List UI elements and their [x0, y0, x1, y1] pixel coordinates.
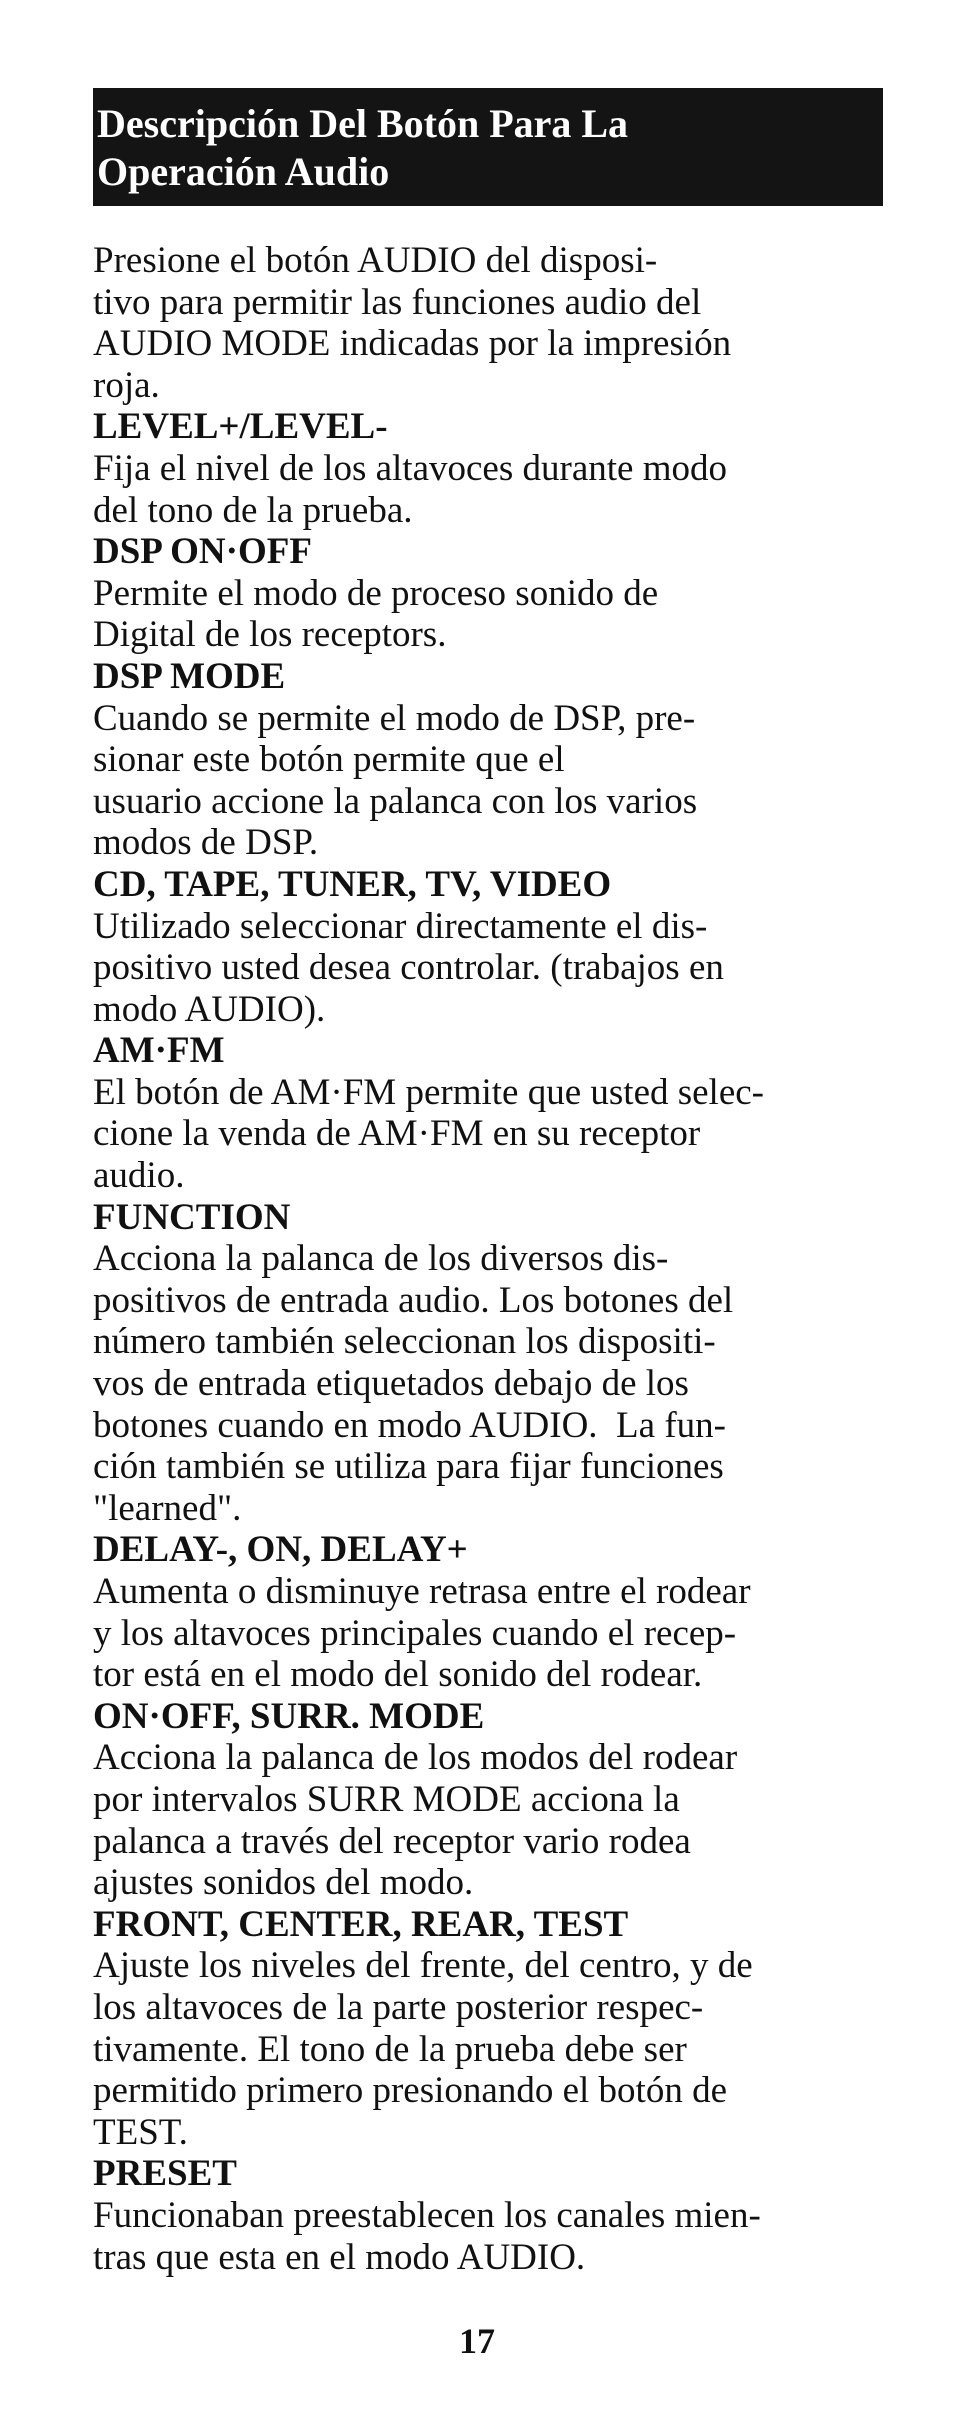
document-page	[93, 88, 883, 2278]
description-line: TEST.	[93, 2111, 188, 2153]
description-line: Aumenta o disminuye retrasa entre el rodear	[93, 1571, 751, 1612]
description-line: Cuando se permite el modo de DSP, pre-	[93, 697, 696, 739]
description-line: ción también se utiliza para fijar funciones	[93, 1446, 724, 1488]
button-name-heading: DSP MODE	[93, 655, 286, 697]
description-line: positivos de entrada audio. Los botones del	[93, 1279, 734, 1321]
description-line: Utilizado seleccionar directamente el dis-	[93, 905, 708, 947]
description-line: permitido primero presionando el botón de	[93, 2070, 727, 2112]
description-line: número también seleccionan los dispositi-	[93, 1321, 716, 1363]
description-block	[93, 1529, 883, 1695]
description-line: Ajuste los niveles del frente, del centro, y de	[93, 1945, 753, 1987]
description-line: vos de entrada etiquetados debajo de los	[93, 1363, 689, 1405]
button-name-heading: ON·OFF, SURR. MODE	[93, 1695, 485, 1737]
description-line: tras que esta en el modo AUDIO.	[93, 2236, 586, 2278]
description-line: y los altavoces principales cuando el recep-	[93, 1612, 737, 1654]
description-block	[93, 864, 883, 1030]
description-line: positivo usted desea controlar. (trabajos en	[93, 947, 724, 989]
description-block	[93, 1696, 883, 1904]
section-title-line-2: Operación Audio	[97, 149, 390, 194]
button-name-heading: LEVEL+/LEVEL-	[93, 406, 388, 448]
description-block	[93, 1030, 883, 1196]
description-line: modo AUDIO).	[93, 988, 326, 1030]
description-line: modos de DSP.	[93, 822, 319, 864]
description-line: Digital de los receptors.	[93, 614, 447, 656]
description-line: cione la venda de AM·FM en su receptor	[93, 1113, 701, 1155]
button-name-heading: FRONT, CENTER, REAR, TEST	[93, 1903, 629, 1945]
intro-line: Presione el botón AUDIO del disposi-	[93, 240, 658, 281]
intro-paragraph	[93, 240, 883, 406]
button-name-heading: DSP ON·OFF	[93, 531, 312, 573]
description-line: Permite el modo de proceso sonido de	[93, 572, 659, 614]
description-block	[93, 2153, 883, 2278]
intro-line: roja.	[93, 364, 160, 406]
button-name-heading: FUNCTION	[93, 1196, 291, 1238]
description-line: El botón de AM·FM permite que usted selec-	[93, 1071, 765, 1113]
description-line: tor está en el modo del sonido del rodear.	[93, 1654, 703, 1696]
button-descriptions	[93, 406, 883, 2278]
description-block	[93, 406, 883, 531]
button-name-heading: AM·FM	[93, 1030, 225, 1072]
description-line: "learned".	[93, 1487, 242, 1529]
button-name-heading: PRESET	[93, 2153, 237, 2195]
description-line: los altavoces de la parte posterior respec-	[93, 1986, 704, 2028]
description-line: audio.	[93, 1155, 185, 1197]
button-name-heading: CD, TAPE, TUNER, TV, VIDEO	[93, 863, 612, 905]
description-block	[93, 1904, 883, 2154]
description-line: ajustes sonidos del modo.	[93, 1862, 474, 1904]
section-title-line-1: Descripción Del Botón Para La	[97, 101, 629, 146]
description-line: botones cuando en modo AUDIO. La fun-	[93, 1404, 726, 1446]
intro-line: tivo para permitir las funciones audio del	[93, 281, 702, 323]
description-block	[93, 531, 883, 656]
description-line: del tono de la prueba.	[93, 489, 413, 531]
intro-line: AUDIO MODE indicadas por la impresión	[93, 323, 732, 365]
description-line: usuario accione la palanca con los varios	[93, 780, 698, 822]
description-block	[93, 1197, 883, 1530]
page-number: 17	[459, 2321, 495, 2361]
description-line: Acciona la palanca de los diversos dis-	[93, 1238, 669, 1280]
description-line: palanca a través del receptor vario rodea	[93, 1820, 691, 1862]
button-name-heading: DELAY-, ON, DELAY+	[93, 1529, 468, 1571]
description-line: sionar este botón permite que el	[93, 739, 565, 781]
description-line: Fija el nivel de los altavoces durante modo	[93, 447, 727, 489]
description-block	[93, 656, 883, 864]
description-line: Funcionaban preestablecen los canales mien-	[93, 2194, 761, 2236]
section-title-bar	[93, 88, 883, 206]
description-line: tivamente. El tono de la prueba debe ser	[93, 2028, 687, 2070]
description-line: Acciona la palanca de los modos del rodear	[93, 1737, 738, 1779]
description-line: por intervalos SURR MODE acciona la	[93, 1778, 680, 1820]
